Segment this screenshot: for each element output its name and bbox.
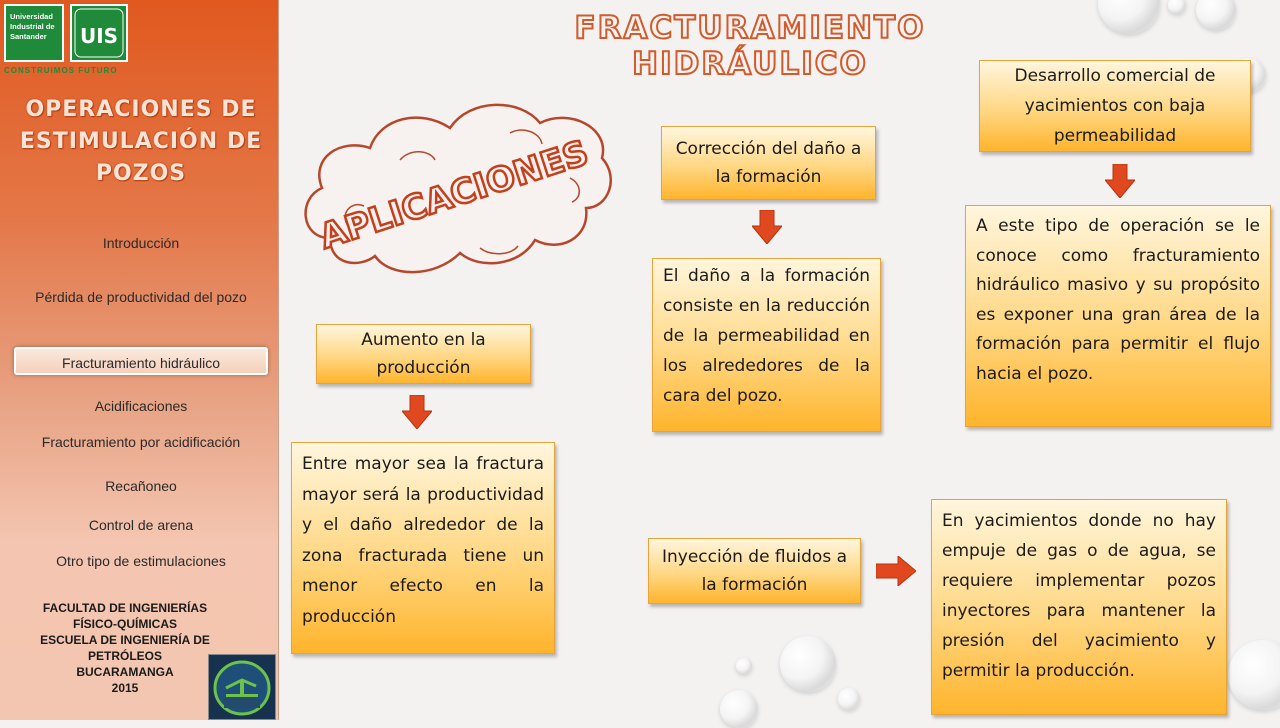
nav-item-acidificaciones[interactable]: Acidificaciones xyxy=(94,398,188,414)
arrow-right-icon xyxy=(876,556,916,586)
sidebar xyxy=(0,0,279,720)
oil-pump-logo-icon xyxy=(212,658,272,716)
logo-line: Industrial de xyxy=(10,22,55,31)
arrow-down-icon xyxy=(1105,164,1135,198)
nav-item-recanoneo[interactable]: Recañoneo xyxy=(105,478,177,494)
sidebar-title: OPERACIONES DE ESTIMULACIÓN DE POZOS xyxy=(19,97,263,186)
nav-item-fracturamiento-hidraulico[interactable]: Fracturamiento hidráulico xyxy=(14,347,268,375)
nav-item-control-arena[interactable]: Control de arena xyxy=(88,517,194,533)
arrow-down-icon xyxy=(402,395,432,429)
decorative-bubble xyxy=(1168,0,1186,14)
uis-mark-text: UIS xyxy=(79,24,119,48)
box-fracturamiento-masivo: A este tipo de operación se le conoce como fracturamiento hidráulico masivo y su propósito es exponer una gran área de la formación para permitir el flujo hacia el pozo. xyxy=(965,205,1271,427)
decorative-bubble xyxy=(780,636,836,692)
faculty-line: BUCARAMANGA xyxy=(76,665,174,679)
page-title: FRACTURAMIENTO HIDRÁULICO xyxy=(574,10,926,82)
box-aumento-produccion: Aumento en la producción xyxy=(316,324,531,384)
nav-item-otras-estimulaciones[interactable]: Otro tipo de estimulaciones xyxy=(56,553,226,569)
arrow-down-icon xyxy=(752,210,782,244)
aplicaciones-label: APLICACIONES xyxy=(314,132,594,258)
logo-slogan: CONSTRUIMOS FUTURO xyxy=(4,66,118,75)
faculty-line: FÍSICO-QUÍMICAS xyxy=(73,617,177,631)
box-dano-formacion: El daño a la formación consiste en la reducción de la permeabilidad en los alrededores de la cara del pozo. xyxy=(652,258,881,432)
decorative-bubble xyxy=(838,688,860,710)
decorative-bubble xyxy=(1228,640,1280,710)
decorative-bubble xyxy=(1196,0,1236,30)
uis-mark-logo xyxy=(70,4,128,62)
decorative-bubble xyxy=(1098,0,1160,34)
logo-line: Universidad xyxy=(10,12,53,21)
box-mayor-fractura: Entre mayor sea la fractura mayor será la productividad y el daño alrededor de la zona fracturada tiene un menor efecto en la producción xyxy=(291,442,555,654)
box-inyeccion-fluidos: Inyección de fluidos a la formación xyxy=(648,538,861,604)
school-logo xyxy=(208,654,276,720)
faculty-line: FACULTAD DE INGENIERÍAS xyxy=(42,601,208,615)
faculty-line: ESCUELA DE INGENIERÍA DE xyxy=(40,633,210,647)
nav-item-fracturamiento-acidificacion[interactable]: Fracturamiento por acidificación xyxy=(41,434,241,450)
box-desarrollo-comercial: Desarrollo comercial de yacimientos con baja permeabilidad xyxy=(979,60,1251,152)
box-yacimientos: En yacimientos donde no hay empuje de gas o de agua, se requiere implementar pozos inyectores para mantener la presión del yacimiento y permitir la producción. xyxy=(931,499,1227,715)
aplicaciones-cloud xyxy=(290,88,620,298)
faculty-line: PETRÓLEOS xyxy=(87,649,162,663)
box-correccion-dano: Corrección del daño a la formación xyxy=(661,126,876,200)
logo-line: Santander xyxy=(10,32,47,41)
uis-mark-icon xyxy=(73,7,125,59)
nav-item-introduccion[interactable]: Introducción xyxy=(102,235,180,251)
decorative-bubble xyxy=(736,658,752,674)
faculty-info xyxy=(20,600,230,696)
university-logo xyxy=(4,4,64,62)
faculty-line: 2015 xyxy=(111,681,139,695)
decorative-bubble xyxy=(720,690,758,728)
nav-item-perdida-productividad[interactable]: Pérdida de productividad del pozo xyxy=(35,289,247,305)
